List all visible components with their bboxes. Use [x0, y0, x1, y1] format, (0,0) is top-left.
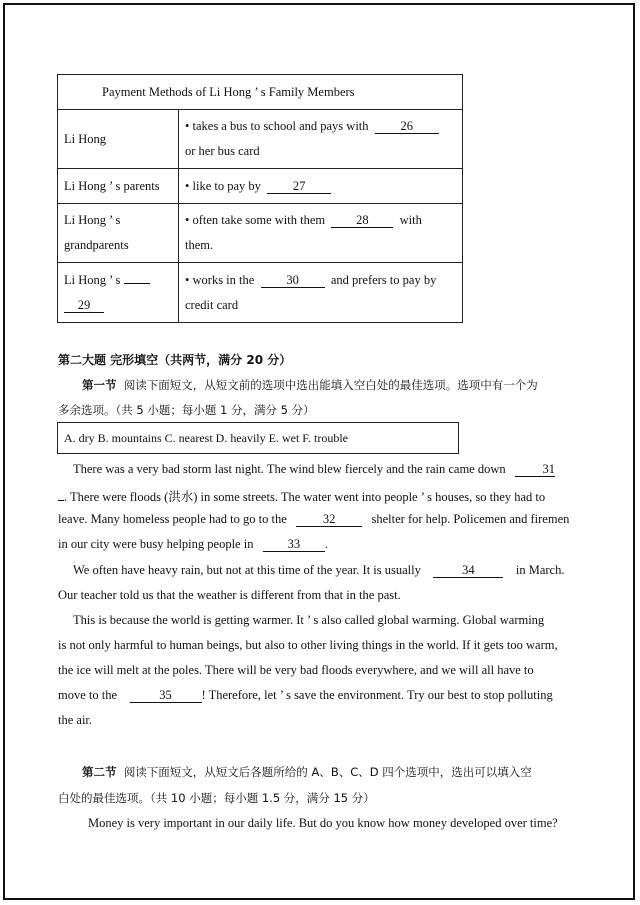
row-label: Li Hong ’ s parents	[58, 169, 179, 204]
passage-line: the air.	[58, 713, 93, 727]
passage-line: We often have heavy rain, but not at this time of the year. It is usually 34 in March.	[73, 563, 565, 577]
passage-line: leave. Many homeless people had to go to the 32 shelter for help. Policemen and firemen	[58, 512, 570, 526]
blank-28[interactable]: 28	[331, 213, 393, 228]
blank-33[interactable]: 33	[263, 537, 325, 552]
blank-27[interactable]: 27	[267, 179, 331, 194]
options-box: A. dry B. mountains C. nearest D. heavily E. wet F. trouble	[57, 422, 459, 454]
table-row	[58, 263, 463, 323]
passage-line: Money is very important in our daily life. But do you know how money developed over time?	[88, 816, 558, 830]
passage-line: This is because the world is getting warmer. It ’ s also called global warming. Global warming	[73, 613, 545, 627]
row-content: • takes a bus to school and pays with 26 or her bus card	[179, 110, 463, 169]
blank-29[interactable]: 29	[64, 298, 104, 313]
blank-30[interactable]: 30	[261, 273, 325, 288]
part2-heading: 第二大题 完形填空（共两节，满分 20 分）	[58, 353, 292, 367]
section2-instruction-cont: 白处的最佳选项。（共 10 小题；每小题 1.5 分，满分 15 分）	[58, 791, 375, 805]
passage-line: . There were floods (洪水) in some streets. The water went into people ’ s houses, so they had to	[58, 487, 583, 505]
blank-35[interactable]: 35	[130, 688, 202, 703]
table-row	[58, 110, 463, 169]
section2-instruction: 第二节 阅读下面短文，从短文后各题所给的 A、B、C、D 四个选项中，选出可以填入空	[82, 765, 532, 779]
payment-table	[57, 74, 463, 323]
row-label: Li Hong	[58, 110, 179, 169]
passage-line: the ice will melt at the poles. There will be very bad floods everywhere, and we will all have to	[58, 663, 534, 677]
section1-instruction: 第一节 阅读下面短文，从短文前的选项中选出能填入空白处的最佳选项。选项中有一个为	[82, 378, 538, 392]
passage-line: move to the 35 ! Therefore, let ’ s save the environment. Try our best to stop polluting	[58, 688, 553, 702]
passage-line: in our city were busy helping people in 33 .	[58, 537, 328, 551]
table-row	[58, 204, 463, 263]
row-label: Li Hong ’ s 29	[58, 263, 179, 323]
blank-31[interactable]: 31	[515, 462, 555, 477]
blank-32[interactable]: 32	[296, 512, 362, 527]
row-content: • often take some with them 28 with them.	[179, 204, 463, 263]
table-title: Payment Methods of Li Hong ’ s Family Members	[58, 75, 463, 110]
passage-line: is not only harmful to human beings, but also to other living things in the world. If it gets too warm,	[58, 638, 558, 652]
row-content: • works in the 30 and prefers to pay by credit card	[179, 263, 463, 323]
passage-line: Our teacher told us that the weather is different from that in the past.	[58, 588, 401, 602]
row-content: • like to pay by 27	[179, 169, 463, 204]
passage-line: There was a very bad storm last night. The wind blew fiercely and the rain came down 31	[73, 462, 555, 476]
blank-26[interactable]: 26	[375, 119, 439, 134]
table-row	[58, 169, 463, 204]
row-label: Li Hong ’ s grandparents	[58, 204, 179, 263]
blank-34[interactable]: 34	[433, 563, 503, 578]
section1-instruction-cont: 多余选项。（共 5 小题；每小题 1 分，满分 5 分）	[58, 403, 315, 417]
